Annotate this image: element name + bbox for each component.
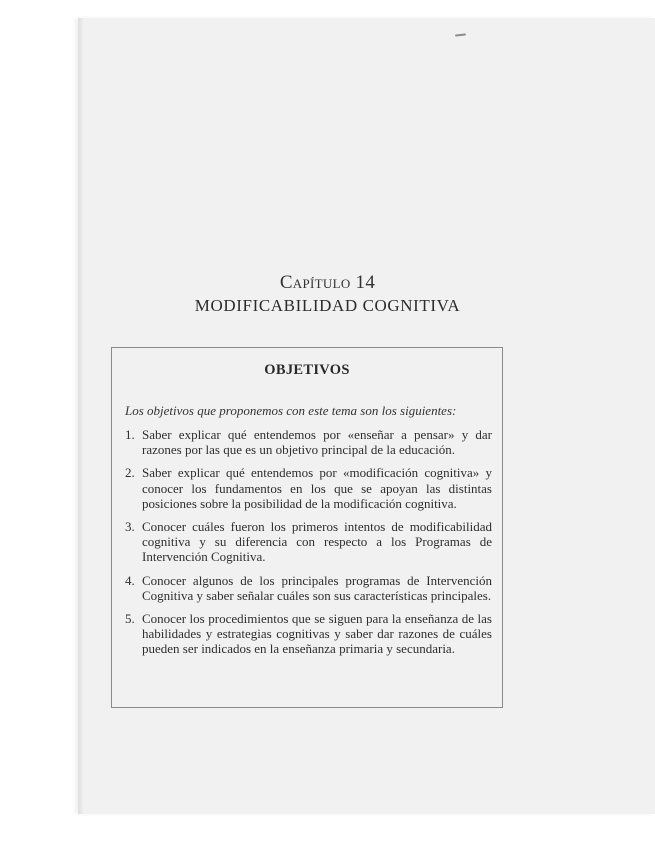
objective-item [125,611,492,657]
objectives-intro: Los objetivos que proponemos con este tema son los siguientes: [125,403,457,418]
objective-text: Saber explicar qué entendemos por «modificación cognitiva» y conocer los fundamentos en los que se apoyan las distintas posiciones sobre la posibilidad de la modificación cognitiva. [142,465,492,511]
objective-item [125,519,492,565]
page-shadow-edge [78,18,84,814]
objective-text: Conocer algunos de los principales programas de Intervención Cognitiva y saber señalar cuáles son sus características principales. [142,572,492,603]
objective-item [125,465,492,511]
objective-number: 1. [125,427,135,442]
objectives-list [125,427,492,665]
objective-text: Conocer los procedimientos que se siguen para la enseñanza de las habilidades y estrategias cognitivas y saber dar razones de cuáles pueden ser indicados en la enseñanza primaria y secundaria. [142,611,492,657]
objective-number: 3. [125,519,135,535]
objectives-heading: OBJETIVOS [264,362,350,378]
objective-item [125,573,492,603]
objective-text: Conocer cuáles fueron los primeros intentos de modificabilidad cognitiva y su diferencia con respecto a los Programas de Intervención Cognitiva. [142,519,492,565]
objective-item [125,427,492,457]
chapter-title: MODIFICABILIDAD COGNITIVA [194,296,461,315]
objective-number: 2. [125,465,135,481]
objective-number: 5. [125,611,135,627]
chapter-label: Capítulo 14 [279,272,376,293]
objectives-box [111,347,503,708]
objective-number: 4. [125,572,135,588]
objective-text: Saber explicar qué entendemos por «enseñar a pensar» y dar razones por las que es un objetivo principal de la educación. [142,427,492,458]
